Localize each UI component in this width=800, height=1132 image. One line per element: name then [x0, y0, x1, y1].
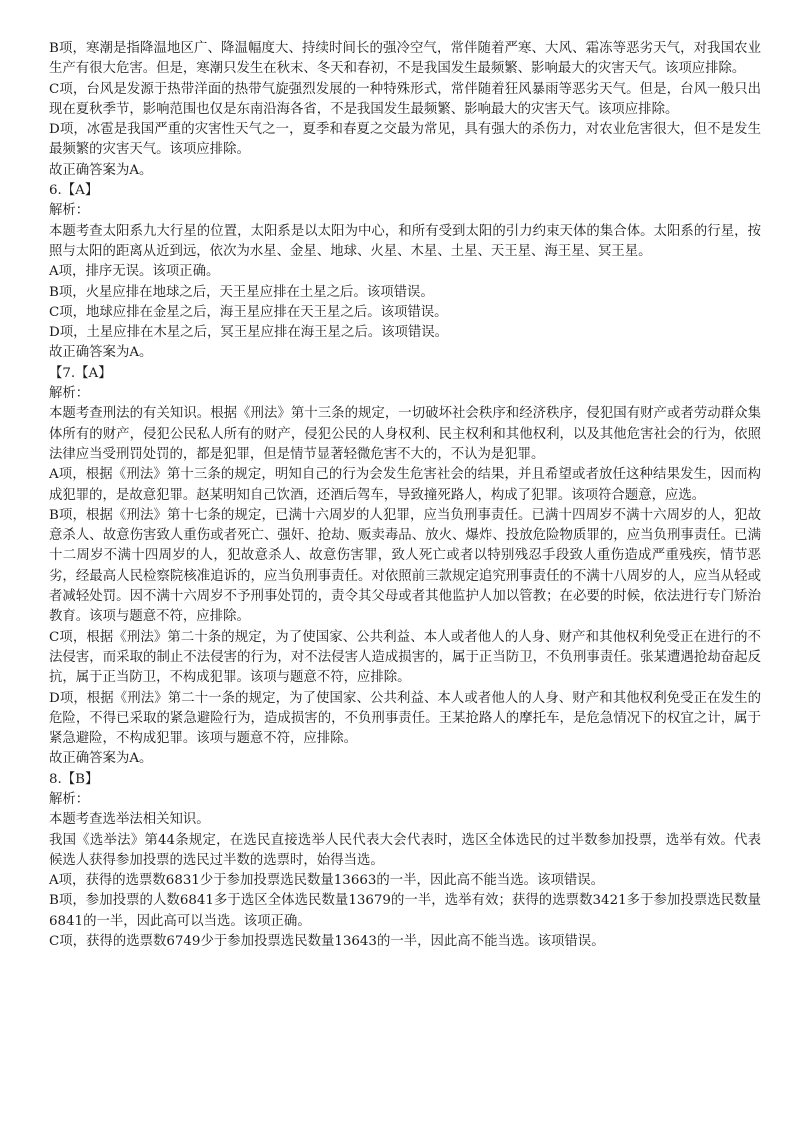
question-7-heading: 【7.【A】 — [49, 365, 112, 381]
option-c-typhoon: C项，台风是发源于热带洋面的热带气旋强烈发展的一种特殊形式，常伴随着狂风暴雨等恶劣天气。但是，台风一般只出现在夏秋季节，影响范围也仅是东南沿海各省，不是我国发生最频繁、影响最大的灾害天气。该项应排除。 — [49, 81, 761, 117]
q6-option-a: A项，排序无误。该项正确。 — [49, 264, 220, 280]
answer-q6: 故正确答案为A。 — [49, 345, 153, 361]
q8-law-article: 我国《选举法》第44条规定，在选民直接选举人民代表大会代表时，选区全体选民的过半数参加投票，选举有效。代表候选人获得参加投票的选民过半数的选票时，始得当选。 — [49, 832, 761, 868]
q7-intro: 本题考查刑法的有关知识。根据《刑法》第十三条的规定，一切破坏社会秩序和经济秩序，侵犯国有财产或者劳动群众集体所有的财产，侵犯公民私人所有的财产，侵犯公民的人身权利、民主权利和其他权利，以及其他危害社会的行为，依照法律应当受刑罚处罚的，都是犯罪，但是情节显著轻微危害不大的，不认为是犯罪。 — [49, 406, 761, 462]
option-b-cold-wave: B项，寒潮是指降温地区广、降温幅度大、持续时间长的强冷空气，常伴随着严寒、大风、霜冻等恶劣天气，对我国农业生产有很大危害。但是，寒潮只发生在秋末、冬天和春初，不是我国发生最频繁、影响最大的灾害天气。该项应排除。 — [49, 41, 761, 77]
q7-option-b: B项，根据《刑法》第十七条的规定，已满十六周岁的人犯罪，应当负刑事责任。已满十四周岁不满十六周岁的人，犯故意杀人、故意伤害致人重伤或者死亡、强奸、抢劫、贩卖毒品、放火、爆炸、投放危险物质罪的，应当负刑事责任。已满十二周岁不满十四周岁的人，犯故意杀人、故意伤害罪，致人死亡或者以特别残忍手段致人重伤造成严重残疾，情节恶劣，经最高人民检察院核准追诉的，应当负刑事责任。对依照前三款规定追究刑事责任的不满十八周岁的人，应当从轻或者减轻处罚。因不满十六周岁不予刑事处罚的，责令其父母或者其他监护人加以管教；在必要的时候，依法进行专门矫治教育。该项与题意不符，应排除。 — [49, 507, 761, 625]
q6-option-b: B项，火星应排在地球之后，天王星应排在土星之后。该项错误。 — [49, 284, 434, 300]
analysis-label-q6: 解析： — [49, 203, 90, 219]
question-8-heading: 8.【B】 — [49, 771, 99, 787]
q6-intro: 本题考查太阳系九大行星的位置，太阳系是以太阳为中心，和所有受到太阳的引力约束天体的集合体。太阳系的行星，按照与太阳的距离从近到远，依次为水星、金星、地球、火星、木星、土星、天王星、海王星、冥王星。 — [49, 223, 761, 259]
q8-intro: 本题考查选举法相关知识。 — [49, 812, 210, 828]
q6-option-c: C项，地球应排在金星之后，海王星应排在天王星之后。该项错误。 — [49, 304, 448, 320]
q6-option-d: D项，土星应排在木星之后，冥王星应排在海王星之后。该项错误。 — [49, 325, 449, 341]
option-d-hail: D项，冰雹是我国严重的灾害性天气之一，夏季和春夏之交最为常见，具有强大的杀伤力，对农业危害很大，但不是发生最频繁的灾害天气。该项应排除。 — [49, 122, 761, 158]
q8-option-a: A项，获得的选票数6831少于参加投票选民数量13663的一半，因此高不能当选。该项错误。 — [49, 873, 605, 889]
answer-explanation-page — [49, 39, 761, 952]
question-6-heading: 6.【A】 — [49, 183, 99, 199]
q8-option-b: B项，参加投票的人数6841多于选区全体选民数量13679的一半，选举有效；获得的选票数3421多于参加投票选民数量6841的一半，因此高可以当选。该项正确。 — [49, 893, 761, 929]
q8-option-c: C项，获得的选票数6749少于参加投票选民数量13643的一半，因此高不能当选。该项错误。 — [49, 934, 605, 950]
analysis-label-q8: 解析： — [49, 791, 90, 807]
answer-q5: 故正确答案为A。 — [49, 162, 153, 178]
q7-option-d: D项，根据《刑法》第二十一条的规定，为了使国家、公共利益、本人或者他人的人身、财产和其他权利免受正在发生的危险，不得已采取的紧急避险行为，造成损害的，不负刑事责任。王某抢路人的摩托车，是危急情况下的权宜之计，属于紧急避险，不构成犯罪。该项与题意不符，应排除。 — [49, 690, 761, 747]
q7-option-a: A项，根据《刑法》第十三条的规定，明知自己的行为会发生危害社会的结果，并且希望或者放任这种结果发生，因而构成犯罪的，是故意犯罪。赵某明知自己饮酒，还酒后驾车，导致撞死路人，构成了犯罪。该项符合题意，应选。 — [49, 467, 761, 503]
analysis-label-q7: 解析： — [49, 386, 90, 402]
q7-option-c: C项，根据《刑法》第二十条的规定，为了使国家、公共利益、本人或者他人的人身、财产和其他权利免受正在进行的不法侵害，而采取的制止不法侵害的行为，对不法侵害人造成损害的，属于正当防卫，不负刑事责任。张某遭遇抢劫奋起反抗，属于正当防卫，不构成犯罪。该项与题意不符，应排除。 — [49, 629, 761, 686]
answer-q7: 故正确答案为A。 — [49, 751, 153, 767]
